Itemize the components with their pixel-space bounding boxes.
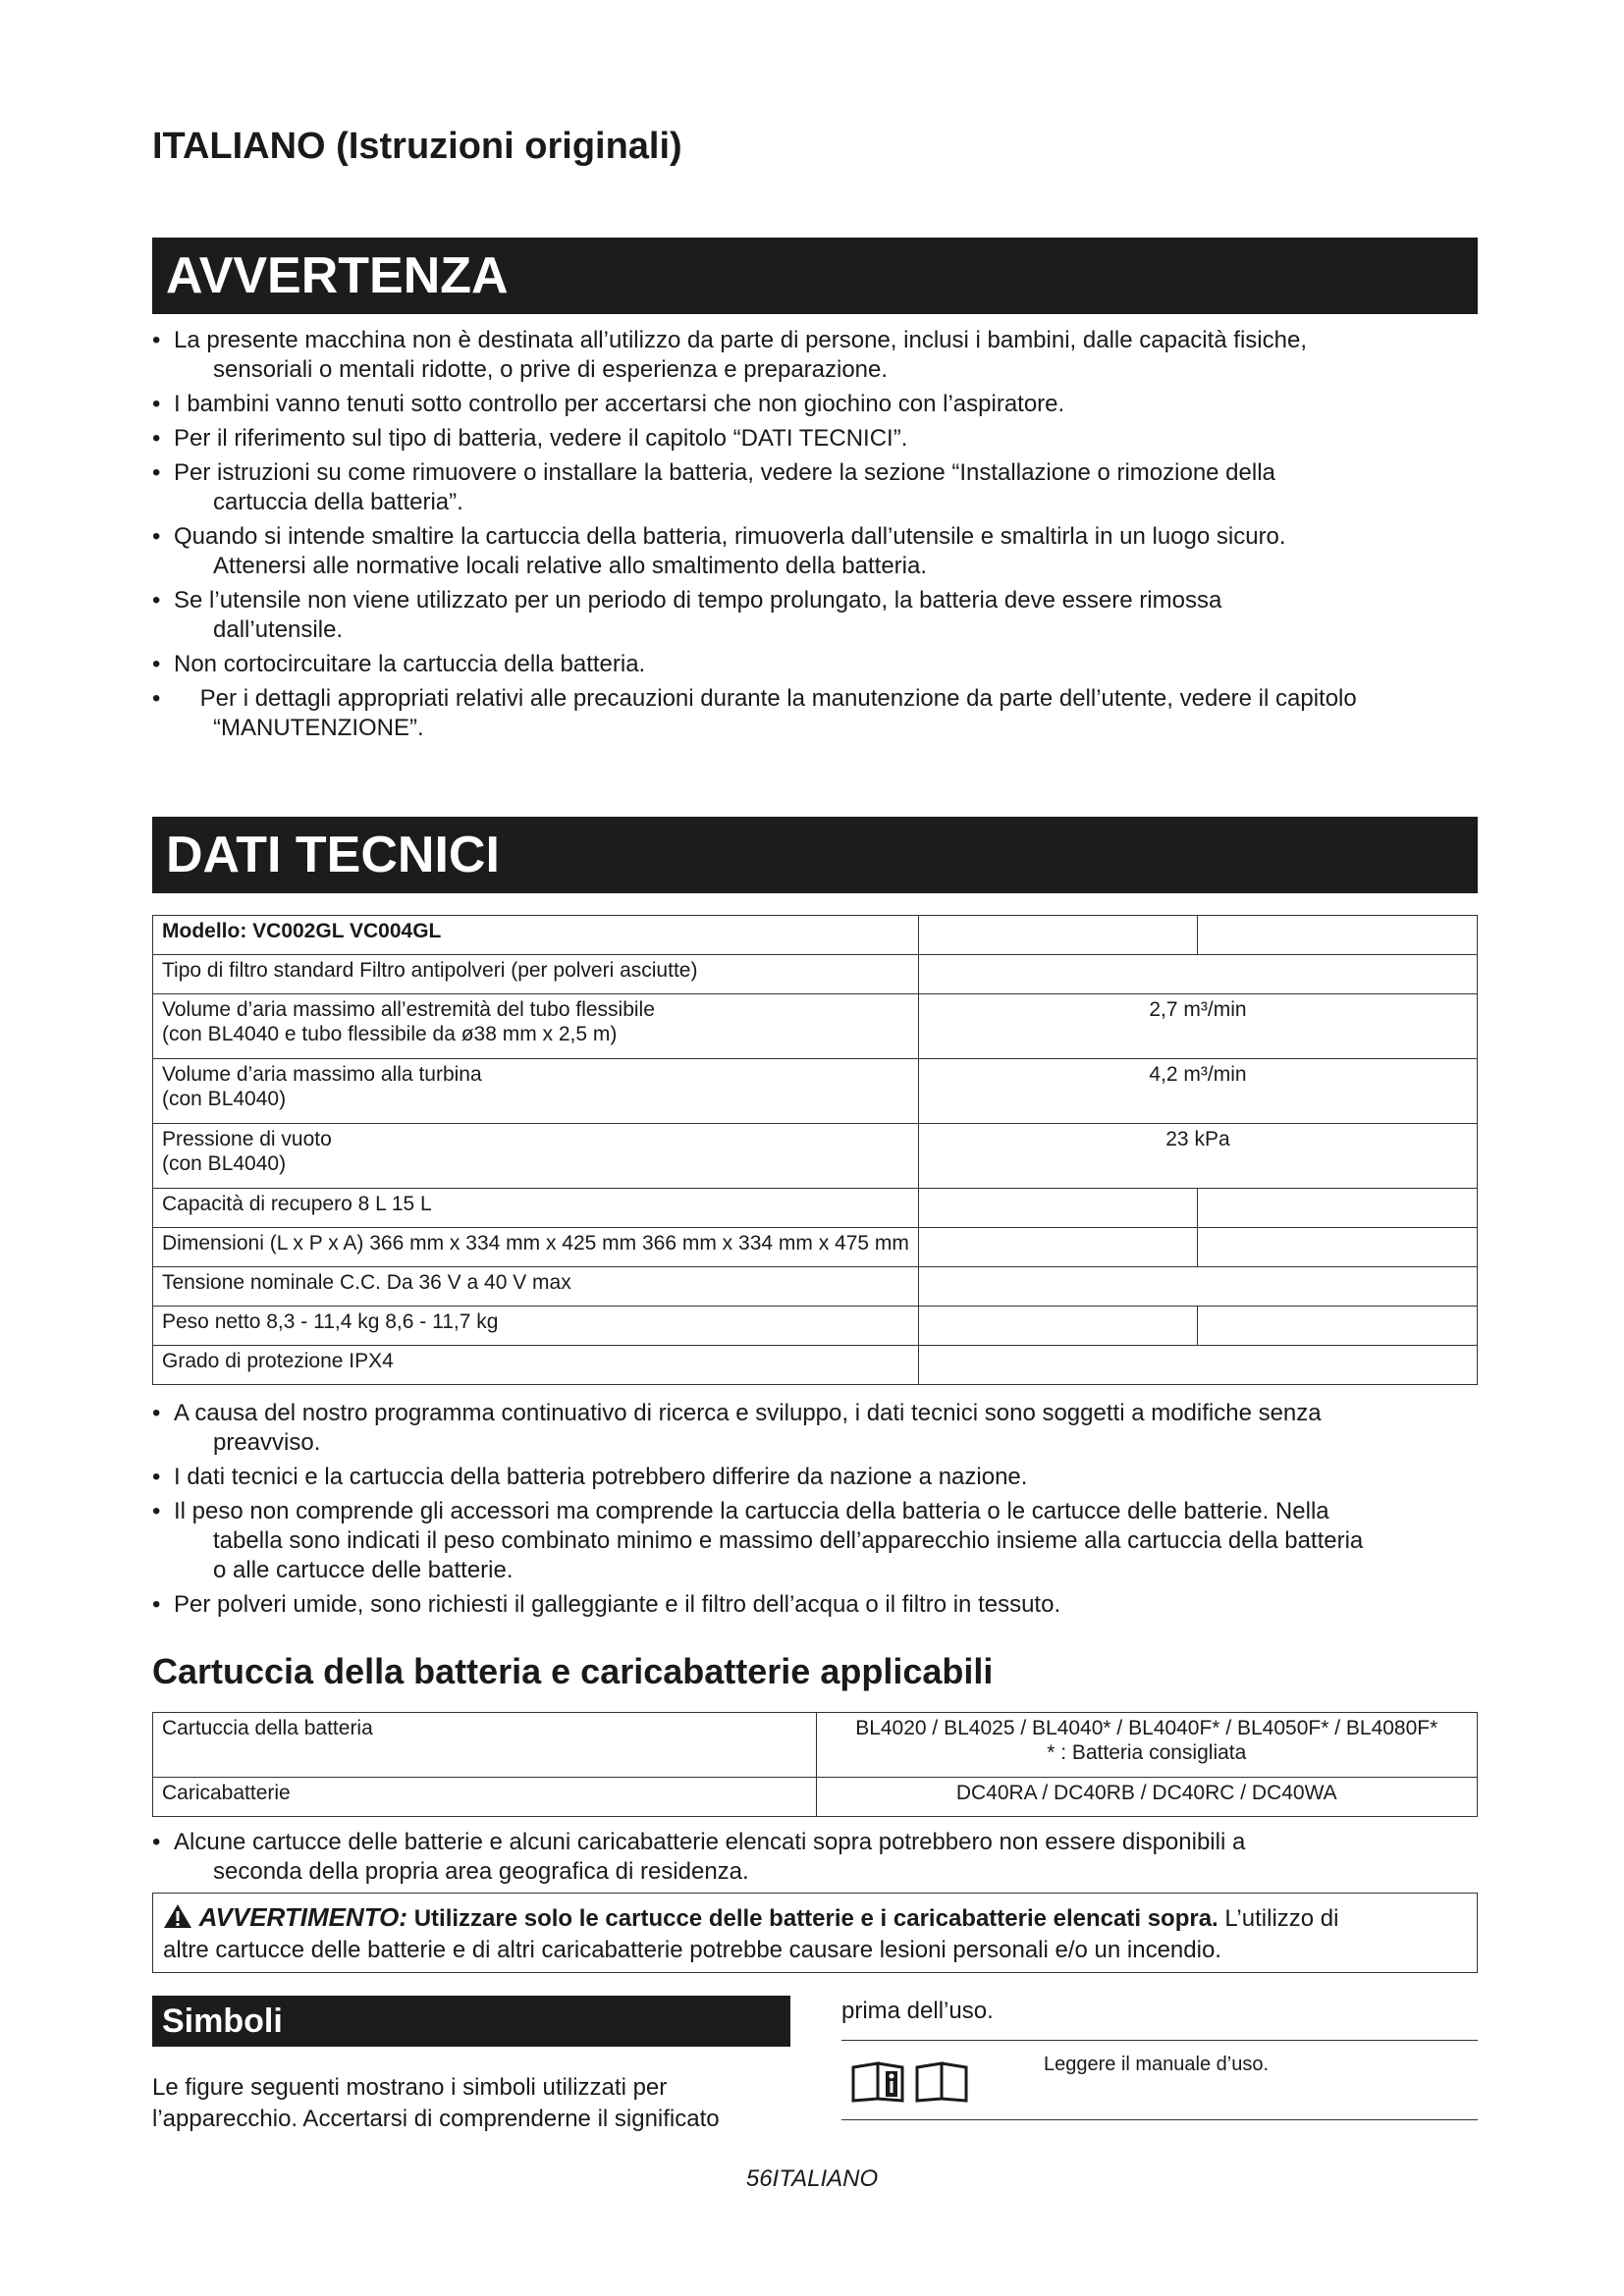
battery-heading: Cartuccia della batteria e caricabatterie applicabili xyxy=(152,1651,994,1691)
symbols-banner: Simboli xyxy=(152,1996,790,2047)
caution-strong: Utilizzare solo le cartucce delle batterie e i caricabatterie elencati sopra. xyxy=(413,1905,1218,1932)
list-item: • A causa del nostro programma continuativo di ricerca e sviluppo, i dati tecnici sono soggetti a modifiche senza preavviso. xyxy=(152,1400,1322,1456)
manual-icon xyxy=(850,2057,978,2109)
divider xyxy=(841,2119,1478,2120)
table-row: Peso netto 8,3 - 11,4 kg 8,6 - 11,7 kg xyxy=(153,1307,1478,1346)
caution-line2: altre cartucce delle batterie e di altri caricabatterie potrebbe causare lesioni personali e/o un incendio. xyxy=(163,1937,1221,1963)
list-item: • Se l’utensile non viene utilizzato per un periodo di tempo prolungato, la batteria deve essere rimossa dall’utensile. xyxy=(152,587,1222,643)
list-item: • Per il riferimento sul tipo di batteria, vedere il capitolo “DATI TECNICI”. xyxy=(152,425,908,452)
table-row: Dimensioni (L x P x A) 366 mm x 334 mm x 425 mm 366 mm x 334 mm x 475 mm xyxy=(153,1228,1478,1267)
warning-triangle-icon xyxy=(163,1905,199,1932)
warning-banner: AVVERTENZA xyxy=(152,238,1478,314)
list-item: • I bambini vanno tenuti sotto controllo per accertarsi che non giochino con l’aspiratore. xyxy=(152,391,1065,417)
symbols-intro-2: l’apparecchio. Accertarsi di comprenderne il significato xyxy=(152,2106,720,2132)
table-row: Tipo di filtro standard Filtro antipolveri (per polveri asciutte) xyxy=(153,955,1478,994)
caution-rest: L’utilizzo di xyxy=(1224,1905,1339,1932)
page-footer: 56ITALIANO xyxy=(745,2165,879,2192)
list-item: • Per polveri umide, sono richiesti il galleggiante e il filtro dell’acqua o il filtro in tessuto. xyxy=(152,1591,1061,1618)
symbols-continued: prima dell’uso. xyxy=(841,1998,994,2024)
list-item: • Alcune cartucce delle batterie e alcuni caricabatterie elencati sopra potrebbero non essere disponibili a seconda della propria area geografica di residenza. xyxy=(152,1829,1246,1885)
table-row: Tensione nominale C.C. Da 36 V a 40 V max xyxy=(153,1267,1478,1307)
table-row: Grado di protezione IPX4 xyxy=(153,1346,1478,1385)
table-row: Volume d’aria massimo alla turbina (con BL4040) 4,2 m³/min xyxy=(153,1059,1478,1124)
list-item: • La presente macchina non è destinata all’utilizzo da parte di persone, inclusi i bambini, dalle capacità fisiche, sensoriali o mentali ridotte, o prive di esperienza e preparazione. xyxy=(152,327,1308,383)
warning-list xyxy=(152,326,1478,748)
list-item: • Non cortocircuitare la cartuccia della batteria. xyxy=(152,651,646,677)
specs-notes xyxy=(152,1399,1478,1625)
table-row: Caricabatterie DC40RA / DC40RB / DC40RC / DC40WA xyxy=(153,1778,1478,1817)
table-row: Cartuccia della batteria BL4020 / BL4025 / BL4040* / BL4040F* / BL4050F* / BL4080F* * : Batteria consigliata xyxy=(153,1713,1478,1778)
table-row: Capacità di recupero 8 L 15 L xyxy=(153,1189,1478,1228)
battery-table xyxy=(152,1712,1478,1817)
list-item: • Quando si intende smaltire la cartuccia della batteria, rimuoverla dall’utensile e smaltirla in un luogo sicuro. Attenersi alle normative locali relative allo smaltimento della batteria. xyxy=(152,523,1286,579)
list-item: • Per i dettagli appropriati relativi alle precauzioni durante la manutenzione da parte dell’utente, vedere il capitolo “MANUTENZIONE”. xyxy=(152,685,1357,741)
list-item: • Il peso non comprende gli accessori ma comprende la cartuccia della batteria o le cartucce delle batterie. Nella tabella sono indicati il peso combinato minimo e massimo dell’apparecchio insieme alla cartuccia della batteria o alle cartucce delle batterie. xyxy=(152,1498,1364,1583)
specs-table xyxy=(152,915,1478,1385)
table-row xyxy=(153,916,1478,955)
language-title: ITALIANO (Istruzioni originali) xyxy=(152,126,682,167)
table-row: Volume d’aria massimo all’estremità del tubo flessibile (con BL4040 e tubo flessibile da ø38 mm x 2,5 m) 2,7 m³/min xyxy=(153,994,1478,1059)
manual-text: Leggere il manuale d’uso. xyxy=(1044,2054,1270,2075)
caution-box xyxy=(152,1893,1478,1973)
list-item: • Per istruzioni su come rimuovere o installare la batteria, vedere la sezione “Installazione o rimozione della cartuccia della batteria”. xyxy=(152,459,1275,515)
caution-lead: AVVERTIMENTO: xyxy=(198,1902,408,1932)
table-row: Pressione di vuoto (con BL4040) 23 kPa xyxy=(153,1124,1478,1189)
battery-notes xyxy=(152,1828,1478,1892)
symbols-intro-1: Le figure seguenti mostrano i simboli utilizzati per xyxy=(152,2074,668,2101)
divider xyxy=(841,2040,1478,2041)
model-cell: Modello: VC002GL VC004GL xyxy=(153,916,919,955)
list-item: • I dati tecnici e la cartuccia della batteria potrebbero differire da nazione a nazione. xyxy=(152,1464,1028,1490)
specs-banner: DATI TECNICI xyxy=(152,817,1478,893)
